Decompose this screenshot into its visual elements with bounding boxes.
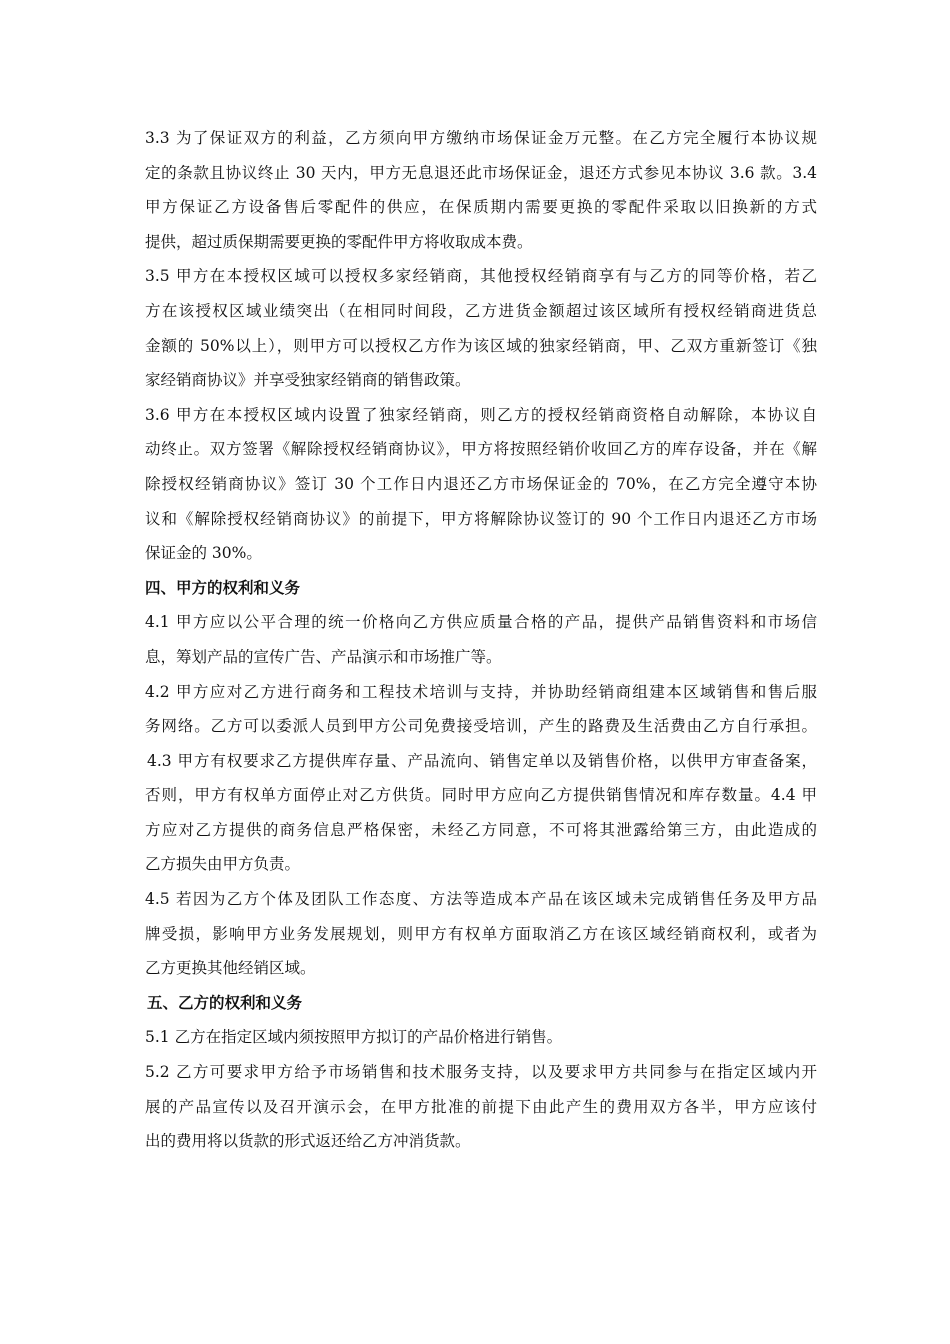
paragraph-line: 乙方损失由甲方负责。	[145, 855, 301, 874]
paragraph-line: 3.3 为了保证双方的利益，乙方须向甲方缴纳市场保证金万元整。在乙方完全履行本协议规	[145, 129, 817, 147]
paragraph-line: 保证金的 30%。	[145, 544, 262, 563]
paragraph-line: 5.2 乙方可要求甲方给予市场销售和技术服务支持，以及要求甲方共同参与在指定区域内开	[145, 1063, 817, 1082]
paragraph-line: 4.1 甲方应以公平合理的统一价格向乙方供应质量合格的产品，提供产品销售资料和市场信	[145, 613, 817, 632]
paragraph-line: 家经销商协议》并享受独家经销商的销售政策。	[145, 371, 471, 390]
document-body	[145, 121, 817, 1159]
paragraph-line: 乙方更换其他经销区域。	[145, 959, 316, 978]
paragraph-line: 甲方保证乙方设备售后零配件的供应，在保质期内需要更换的零配件采取以旧换新的方式	[145, 198, 817, 217]
paragraph-line: 3.6 甲方在本授权区域内设置了独家经销商，则乙方的授权经销商资格自动解除，本协议自	[145, 405, 817, 424]
paragraph-line: 除授权经销商协议》签订 30 个工作日内退还乙方市场保证金的 70%，在乙方完全遵守本协	[145, 474, 817, 493]
paragraph-line: 4.3 甲方有权要求乙方提供库存量、产品流向、销售定单以及销售价格，以供甲方审查备案，	[147, 751, 817, 770]
paragraph-line: 展的产品宣传以及召开演示会，在甲方批准的前提下由此产生的费用双方各半，甲方应该付	[145, 1097, 817, 1116]
paragraph-line: 动终止。双方签署《解除授权经销商协议》，甲方将按照经销价收回乙方的库存设备，并在《解	[145, 440, 817, 459]
paragraph-line: 提供，超过质保期需要更换的零配件甲方将收取成本费。	[145, 232, 533, 251]
paragraph-line: 3.5 甲方在本授权区域可以授权多家经销商，其他授权经销商享有与乙方的同等价格，若乙	[145, 267, 817, 286]
paragraph-line: 方在该授权区域业绩突出（在相同时间段，乙方进货金额超过该区域所有授权经销商进货总	[145, 301, 817, 320]
paragraph-line: 出的费用将以货款的形式返还给乙方冲消货款。	[145, 1132, 471, 1151]
paragraph-line: 金额的 50%以上），则甲方可以授权乙方作为该区域的独家经销商，甲、乙双方重新签订《独	[145, 336, 817, 355]
paragraph-line: 5.1 乙方在指定区域内须按照甲方拟订的产品价格进行销售。	[145, 1028, 563, 1047]
paragraph-line: 4.2 甲方应对乙方进行商务和工程技术培训与支持，并协助经销商组建本区域销售和售后服	[145, 682, 817, 701]
paragraph-line: 息，筹划产品的宣传广告、产品演示和市场推广等。	[145, 647, 502, 666]
section-heading: 五、乙方的权利和义务	[147, 992, 303, 1012]
paragraph-line: 方应对乙方提供的商务信息严格保密，未经乙方同意，不可将其泄露给第三方，由此造成的	[145, 820, 817, 839]
paragraph-line: 务网络。乙方可以委派人员到甲方公司免费接受培训，产生的路费及生活费由乙方自行承担。	[145, 717, 817, 736]
section-heading: 四、甲方的权利和义务	[145, 577, 301, 597]
paragraph-line: 4.5 若因为乙方个体及团队工作态度、方法等造成本产品在该区域未完成销售任务及甲方品	[145, 890, 817, 909]
paragraph-line: 牌受损，影响甲方业务发展规划，则甲方有权单方面取消乙方在该区域经销商权利，或者为	[145, 924, 817, 943]
paragraph-line: 定的条款且协议终止 30 天内，甲方无息退还此市场保证金，退还方式参见本协议 3.6 款。3.4	[145, 163, 817, 182]
paragraph-line: 议和《解除授权经销商协议》的前提下，甲方将解除协议签订的 90 个工作日内退还乙方市场	[145, 509, 817, 528]
paragraph-line: 否则，甲方有权单方面停止对乙方供货。同时甲方应向乙方提供销售情况和库存数量。4.4 甲	[145, 786, 817, 805]
